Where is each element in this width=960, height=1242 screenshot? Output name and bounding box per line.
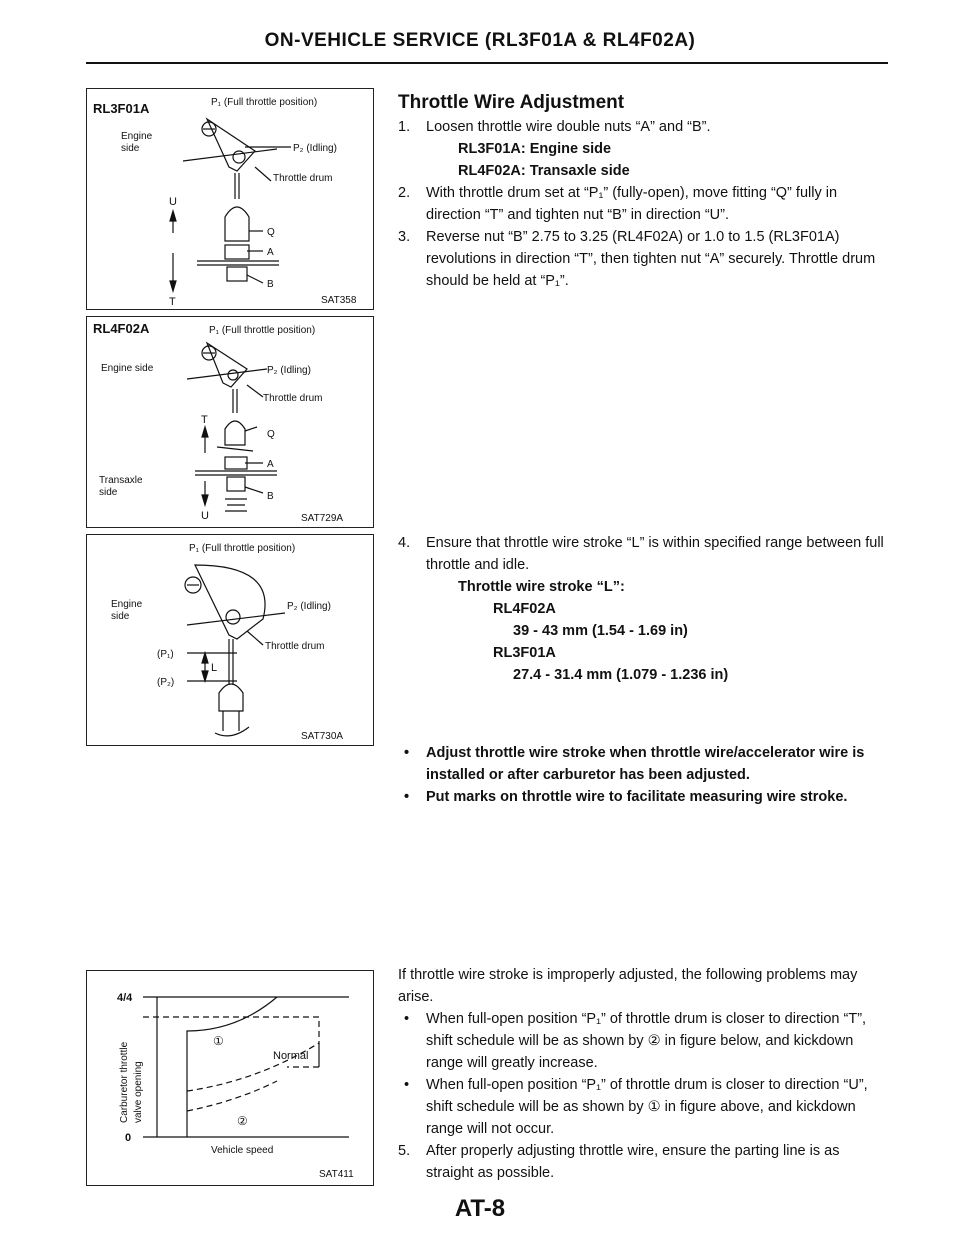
procedure-text-lower	[398, 964, 888, 1184]
fig2-q-label: Q	[267, 429, 275, 440]
fig2-code: SAT729A	[301, 513, 344, 524]
fig3-stroke-arrow	[202, 653, 208, 681]
graph-curve-1-label: ①	[213, 1034, 224, 1048]
stroke-value-1: 39 - 43 mm (1.54 - 1.69 in)	[513, 623, 688, 639]
fig2-a-label: A	[267, 459, 274, 470]
fig3-p1-marker: (P₁)	[157, 649, 174, 660]
figure-shift-schedule	[86, 970, 374, 1186]
step-1	[398, 116, 888, 138]
problem-2-text: When full-open position “P₁” of throttle drum is closer to direction “U”, shift schedule will be as shown by ① in figure above, and kickdown range will not occur.	[426, 1077, 868, 1137]
step-5-text: After properly adjusting throttle wire, ensure the parting line is as straight as possible.	[426, 1143, 840, 1181]
fig1-model-label: RL3F01A	[93, 101, 150, 116]
shift-schedule-graph	[87, 971, 375, 1187]
note-1-text: Adjust throttle wire stroke when throttle wire/accelerator wire is installed or after carburetor has been adjusted.	[426, 745, 865, 783]
fig3-p2-marker: (P₂)	[157, 677, 175, 688]
figure-rl4f02a	[86, 316, 374, 528]
step-1-spec-1: RL3F01A: Engine side	[458, 141, 612, 157]
fig2-t-label: T	[201, 414, 208, 426]
note-2	[398, 786, 888, 808]
fig2-b-label: B	[267, 491, 274, 502]
fig4-code: SAT411	[319, 1169, 354, 1180]
graph-curve-2-label: ②	[237, 1114, 248, 1128]
fig2-side-label: side	[99, 487, 118, 498]
fig1-q-label: Q	[267, 227, 275, 238]
step-2	[398, 182, 888, 226]
fig1-p2-label: P₂ (Idling)	[293, 143, 337, 154]
fig3-l-label: L	[211, 662, 218, 674]
fig1-a-label: A	[267, 247, 274, 258]
page-header: ON-VEHICLE SERVICE (RL3F01A & RL4F02A)	[264, 30, 696, 51]
figure-stroke-l	[86, 534, 374, 746]
step-5-number: 5.	[398, 1143, 411, 1159]
fig1-p1-label: P₁ (Full throttle position)	[211, 97, 318, 108]
throttle-drum-diagram-2	[87, 317, 375, 529]
fig2-model-label: RL4F02A	[93, 321, 150, 336]
page-number: AT-8	[454, 1195, 506, 1222]
problem-2	[398, 1074, 888, 1140]
throttle-drum-diagram-1	[87, 89, 375, 311]
fig2-transaxle-label: Transaxle	[99, 475, 143, 486]
graph-ylabel-line2: valve opening	[133, 1061, 144, 1123]
fig3-code: SAT730A	[301, 731, 344, 742]
fig1-side-label: side	[121, 143, 140, 154]
problem-1-bullet: •	[404, 1011, 410, 1027]
problems-paragraph: If throttle wire stroke is improperly adjusted, the following problems may arise.	[398, 967, 858, 1005]
fig1-direction-arrows	[170, 211, 176, 291]
problem-2-bullet: •	[404, 1077, 410, 1093]
header-rule	[86, 62, 888, 64]
note-1-bullet: •	[404, 745, 410, 761]
note-2-bullet: •	[404, 789, 410, 805]
fig2-drum-label: Throttle drum	[263, 393, 323, 404]
stroke-value-2: 27.4 - 31.4 mm (1.079 - 1.236 in)	[513, 667, 729, 683]
step-5	[398, 1140, 888, 1184]
fig3-p1-label: P₁ (Full throttle position)	[189, 543, 296, 554]
fig1-b-label: B	[267, 279, 274, 290]
fig1-engine-label: Engine	[121, 131, 153, 142]
fig3-side-label: side	[111, 611, 130, 622]
stroke-model-1: RL4F02A	[493, 601, 556, 617]
graph-top-label: 4/4	[117, 992, 133, 1004]
step-1-number: 1.	[398, 119, 411, 135]
graph-xlabel: Vehicle speed	[211, 1145, 274, 1156]
fig3-p2-label: P₂ (Idling)	[287, 601, 331, 612]
note-2-text: Put marks on throttle wire to facilitate measuring wire stroke.	[426, 789, 848, 805]
step-3	[398, 226, 888, 292]
procedure-text-upper	[398, 92, 888, 292]
step-3-text: Reverse nut “B” 2.75 to 3.25 (RL4F02A) or 1.0 to 1.5 (RL3F01A) revolutions in direction “T”, then tighten nut “A” securely. Throttle drum should be held at “P₁”.	[426, 229, 876, 289]
procedure-text-step4	[398, 532, 888, 686]
fig1-drum-shape	[183, 119, 291, 283]
fig1-t-label: T	[169, 296, 176, 308]
problem-1	[398, 1008, 888, 1074]
graph-ylabel-line1: Carburetor throttle	[119, 1041, 130, 1123]
notes	[398, 742, 888, 808]
fig2-drum-shape	[187, 343, 277, 511]
step-3-number: 3.	[398, 229, 411, 245]
throttle-stroke-diagram	[87, 535, 375, 747]
fig2-engine-label: Engine side	[101, 363, 154, 374]
fig2-p2-label: P₂ (Idling)	[267, 365, 311, 376]
step-4	[398, 532, 888, 576]
step-1-text: Loosen throttle wire double nuts “A” and “B”.	[426, 119, 711, 135]
note-1	[398, 742, 888, 786]
fig1-code: SAT358	[321, 295, 357, 306]
graph-normal-label: Normal	[273, 1050, 309, 1062]
graph-zero-label: 0	[125, 1132, 132, 1144]
fig3-drum-label: Throttle drum	[265, 641, 325, 652]
stroke-spec-title: Throttle wire stroke “L”:	[458, 579, 625, 595]
fig2-p1-label: P₁ (Full throttle position)	[209, 325, 316, 336]
fig1-drum-label: Throttle drum	[273, 173, 333, 184]
step-4-number: 4.	[398, 535, 411, 551]
step-2-number: 2.	[398, 185, 411, 201]
fig1-u-label: U	[169, 196, 177, 208]
fig2-direction-arrows	[202, 427, 208, 505]
problem-1-text: When full-open position “P₁” of throttle drum is closer to direction “T”, shift schedule will be as shown by ② in figure below, and kickdown range will greatly increase.	[426, 1011, 867, 1071]
section-title: Throttle Wire Adjustment	[398, 92, 625, 113]
step-2-text: With throttle drum set at “P₁” (fully-open), move fitting “Q” fully in direction “T” and tighten nut “B” in direction “U”.	[426, 185, 838, 223]
step-4-text: Ensure that throttle wire stroke “L” is within specified range between full throttle and idle.	[426, 535, 884, 573]
step-1-spec-2: RL4F02A: Transaxle side	[458, 163, 630, 179]
fig3-engine-label: Engine	[111, 599, 143, 610]
fig2-u-label: U	[201, 510, 209, 522]
figure-rl3f01a	[86, 88, 374, 310]
stroke-model-2: RL3F01A	[493, 645, 556, 661]
